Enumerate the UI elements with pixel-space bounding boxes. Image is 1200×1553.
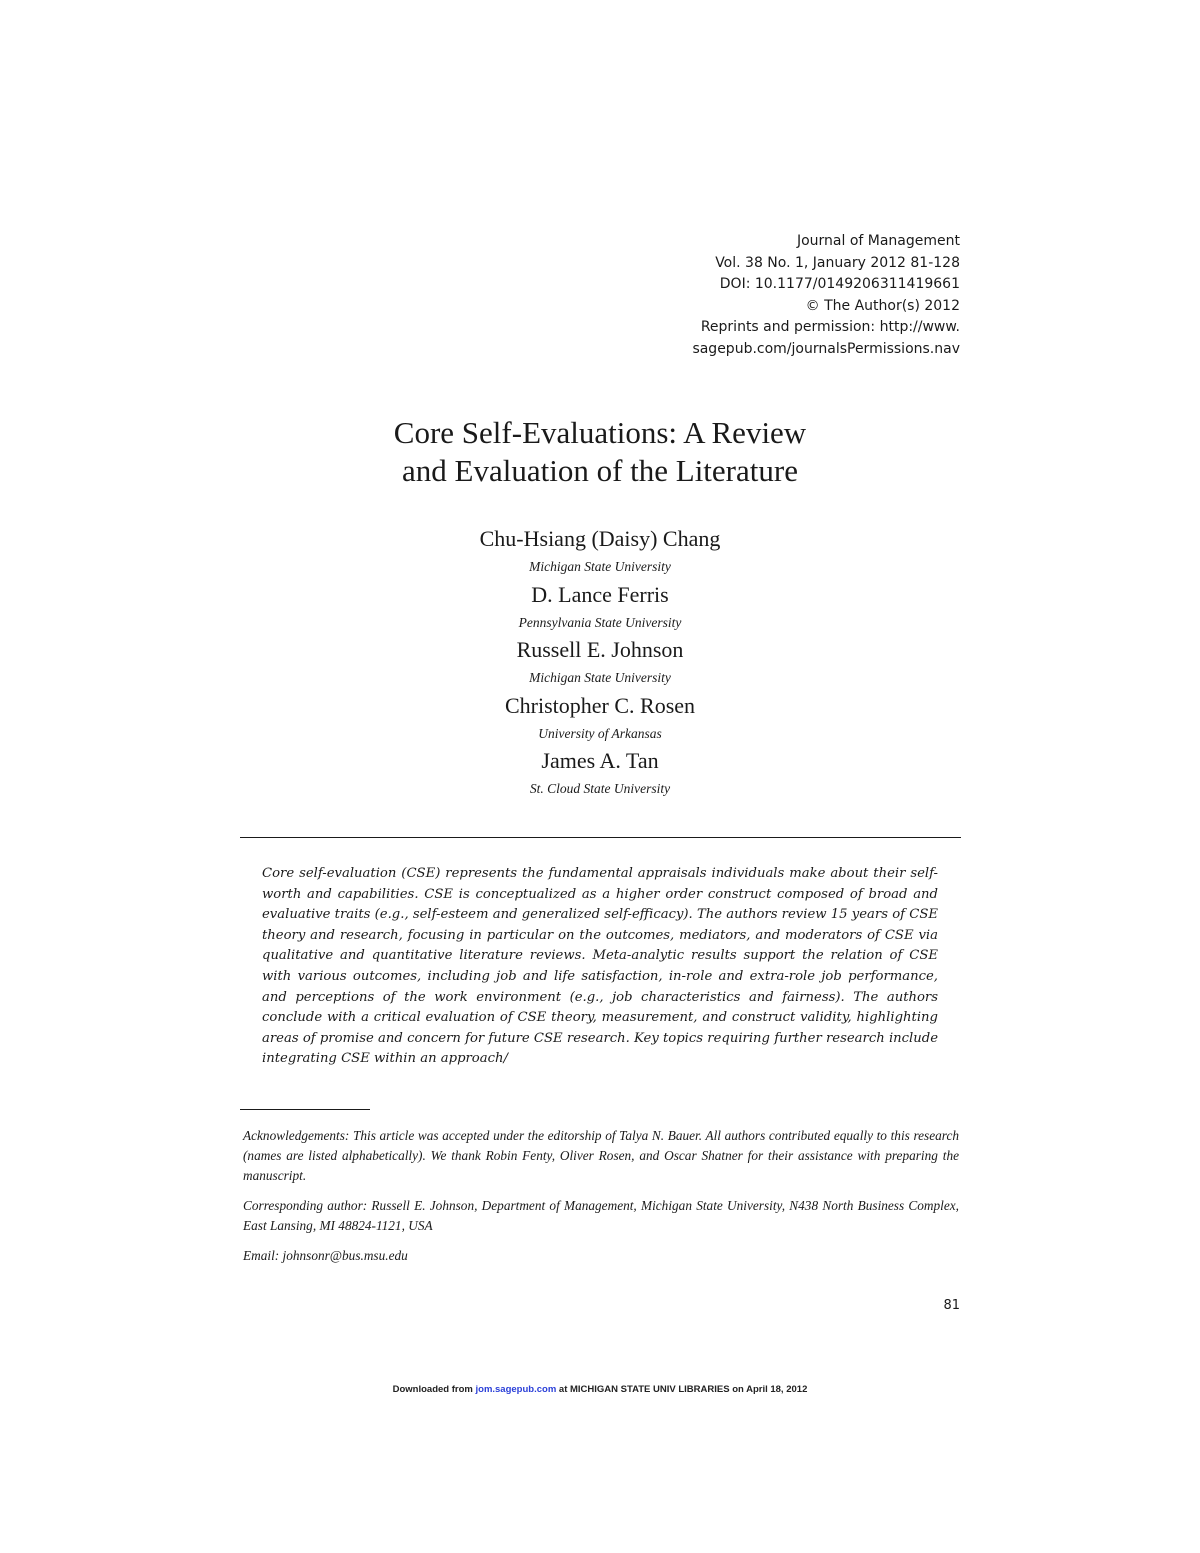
abstract: Core self-evaluation (CSE) represents the fundamental appraisals individuals make about their self-worth and capabilities. CSE is conceptualized as a higher order construct composed of broad and evaluative traits (e.g., self-esteem and generalized self-efficacy). The authors review 15 years of CSE theory and research, focusing in particular on the outcomes, mediators, and moderators of CSE via qualitative and quantitative literature reviews. Meta-analytic results support the relation of CSE with various outcomes, including job and life satisfaction, in-role and extra-role job performance, and perceptions of the work environment (e.g., job characteristics and fairness). The authors conclude with a critical evaluation of CSE theory, measurement, and construct validity, highlighting areas of promise and concern for future CSE research. Key topics requiring further research include integrating CSE within an approach/ [262, 866, 938, 1067]
page-number: 81 [943, 1298, 960, 1313]
journal-metadata [560, 231, 960, 361]
copyright: © The Author(s) 2012 [805, 297, 960, 314]
author-list [240, 525, 960, 803]
reprints-line-2: sagepub.com/journalsPermissions.nav [692, 340, 960, 357]
author-name: Russell E. Johnson [516, 637, 684, 662]
reprints-line-1: Reprints and permission: http://www. [700, 319, 960, 336]
author-affiliation: University of Arkansas [538, 725, 662, 741]
download-notice [240, 1384, 960, 1395]
acknowledgements-note: Acknowledgements: This article was accepted under the editorship of Talya N. Bauer. All authors contributed equally to this research (names are listed alphabetically). We thank Robin Fenty, Oliver Rosen, and Oscar Shatner for their assistance with preparing the manuscript. [243, 1128, 959, 1183]
footnotes [243, 1126, 959, 1276]
author-name: James A. Tan [541, 748, 659, 773]
author-name: D. Lance Ferris [531, 581, 669, 607]
author-affiliation: Pennsylvania State University [518, 614, 682, 630]
author-name: Christopher C. Rosen [504, 692, 696, 718]
author-affiliation: Michigan State University [529, 670, 671, 685]
title-line-1: Core Self-Evaluations: A Review [393, 415, 807, 450]
email-note: Email: johnsonr@bus.msu.edu [243, 1248, 408, 1263]
volume-info: Vol. 38 No. 1, January 2012 81-128 [715, 254, 960, 271]
article-title [240, 414, 960, 490]
author-name: Chu-Hsiang (Daisy) Chang [479, 526, 721, 551]
corresponding-author-note: Corresponding author: Russell E. Johnson, Department of Management, Michigan State University, N438 North Business Complex, East Lansing, MI 48824-1121, USA [243, 1198, 959, 1233]
download-prefix: Downloaded from [392, 1384, 476, 1395]
title-line-2: and Evaluation of the Literature [402, 453, 798, 488]
doi: DOI: 10.1177/0149206311419661 [719, 276, 960, 293]
section-divider [240, 837, 961, 838]
footnote-divider [240, 1109, 370, 1110]
author-affiliation: Michigan State University [529, 559, 671, 574]
download-suffix: at MICHIGAN STATE UNIV LIBRARIES on April 18, 2012 [556, 1384, 808, 1395]
author-affiliation: St. Cloud State University [529, 781, 671, 796]
download-link[interactable]: jom.sagepub.com [475, 1384, 557, 1395]
journal-name: Journal of Management [796, 233, 960, 249]
